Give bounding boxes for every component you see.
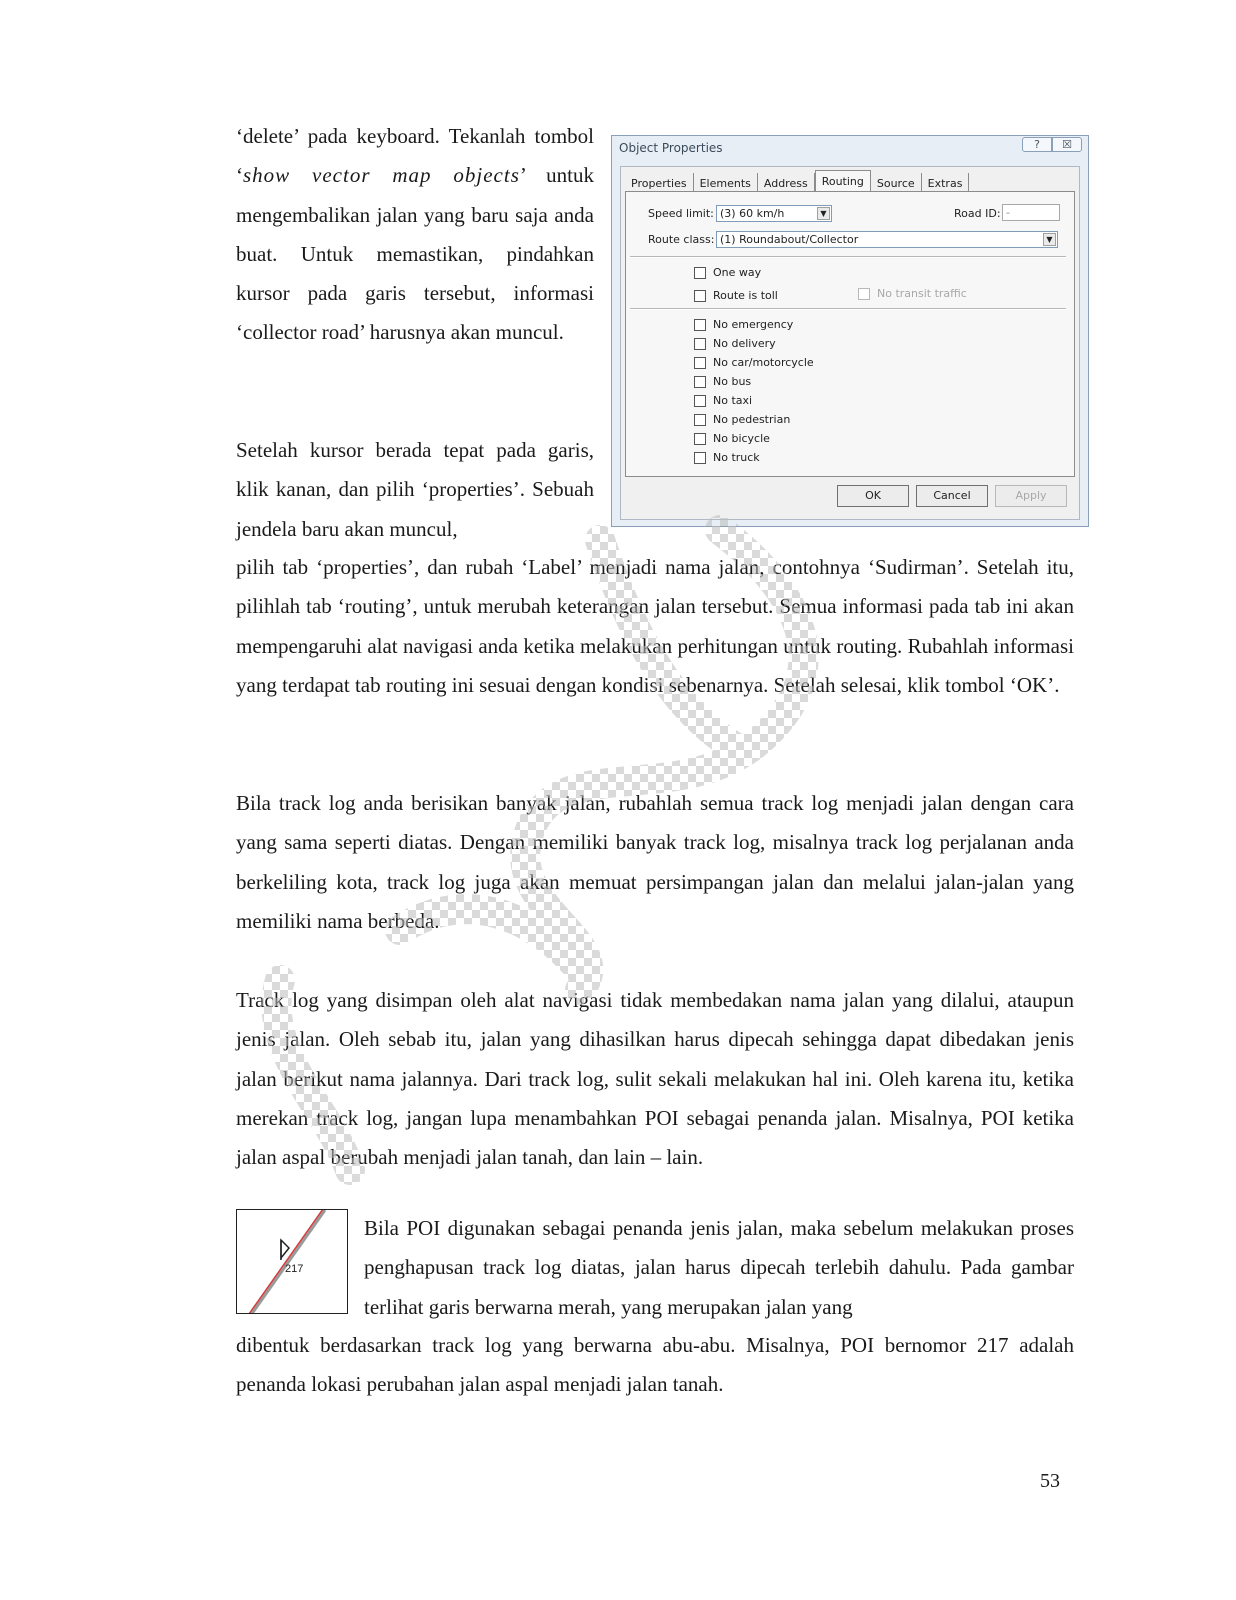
checkbox-box[interactable]	[694, 452, 706, 464]
tab-bar	[625, 169, 969, 191]
speed-limit-value: (3) 60 km/h	[720, 207, 785, 220]
tab-address[interactable]: Address	[758, 173, 815, 194]
tab-elements[interactable]: Elements	[694, 173, 758, 194]
paragraph-poi-marker: Bila POI digunakan sebagai penanda jenis jalan, maka sebelum melakukan proses penghapusan track log diatas, jalan harus dipecah terlebih dahulu. Pada gambar terlihat garis berwarna merah, yang merupakan jalan yang	[364, 1216, 1074, 1319]
speed-limit-label: Speed limit:	[648, 207, 714, 220]
checkbox-label: No emergency	[713, 318, 794, 331]
checkbox-label: One way	[713, 266, 762, 279]
ok-button[interactable]: OK	[837, 485, 909, 507]
poi-road-figure	[236, 1209, 348, 1314]
checkbox-label: No car/motorcycle	[713, 356, 814, 369]
page-number: 53	[1040, 1470, 1060, 1492]
checkbox-box[interactable]	[694, 267, 706, 279]
paragraph-properties-window: Setelah kursor berada tepat pada garis, klik kanan, dan pilih ‘properties’. Sebuah jendela baru akan muncul,	[236, 438, 594, 541]
chevron-down-icon[interactable]: ▼	[817, 207, 830, 220]
object-properties-dialog	[611, 135, 1089, 527]
road-id-label: Road ID:	[954, 207, 1001, 220]
no-transit-checkbox	[858, 287, 967, 300]
checkbox-label: No truck	[713, 451, 760, 464]
cancel-button[interactable]: Cancel	[916, 485, 988, 507]
checkbox-box[interactable]	[694, 376, 706, 388]
paragraph-delete-key	[236, 117, 594, 353]
dialog-body	[620, 166, 1080, 520]
divider	[630, 308, 1066, 310]
tab-source[interactable]: Source	[871, 173, 922, 194]
route-toll-checkbox[interactable]	[694, 289, 778, 302]
checkbox-box[interactable]	[694, 357, 706, 369]
checkbox-box[interactable]	[694, 290, 706, 302]
text-part: ‘delete’ pada keyboard. Tekanlah tombol ‘	[236, 124, 594, 188]
apply-button: Apply	[995, 485, 1067, 507]
no-delivery-checkbox[interactable]	[694, 337, 776, 350]
poi-number-label: 217	[285, 1263, 304, 1275]
checkbox-box[interactable]	[694, 433, 706, 445]
close-button[interactable]: ☒	[1052, 137, 1082, 152]
route-class-value: (1) Roundabout/Collector	[720, 233, 859, 246]
checkbox-box	[858, 288, 870, 300]
no-bus-checkbox[interactable]	[694, 375, 751, 388]
track-log-line	[251, 1210, 325, 1314]
no-taxi-checkbox[interactable]	[694, 394, 752, 407]
road-line	[249, 1210, 323, 1314]
one-way-checkbox[interactable]	[694, 266, 761, 279]
route-class-label: Route class:	[648, 233, 715, 246]
tab-properties[interactable]: Properties	[625, 173, 694, 194]
checkbox-box[interactable]	[694, 338, 706, 350]
checkbox-box[interactable]	[694, 414, 706, 426]
checkbox-box[interactable]	[694, 319, 706, 331]
speed-limit-select[interactable]	[716, 205, 832, 222]
no-truck-checkbox[interactable]	[694, 451, 760, 464]
road-id-field[interactable]: -	[1002, 204, 1060, 221]
paragraph-track-log: Track log yang disimpan oleh alat navigasi tidak membedakan nama jalan yang dilalui, ataupun jenis jalan. Oleh sebab itu, jalan yang dihasilkan harus dipecah sehingga dapat dibedakan jenis jalan berikut nama jalannya. Dari track log, sulit sekali melakukan hal ini. Oleh karena itu, ketika merekan track log, jangan lupa menambahkan POI sebagai penanda jalan. Misalnya, POI ketika jalan aspal berubah menjadi jalan tanah, dan lain – lain.	[236, 988, 1074, 1170]
routing-panel	[625, 191, 1075, 477]
italic-term: show vector map objects	[243, 163, 520, 188]
tab-extras[interactable]: Extras	[922, 173, 970, 194]
checkbox-label: No delivery	[713, 337, 776, 350]
tab-routing[interactable]: Routing	[815, 170, 871, 195]
paragraph-routing-tab: pilih tab ‘properties’, dan rubah ‘Label’ menjadi nama jalan, contohnya ‘Sudirman’. Setelah itu, pilihlah tab ‘routing’, untuk merubah keterangan jalan tersebut. Semua informasi pada tab ini akan mempengaruhi alat navigasi anda ketika melakukan perhitungan untuk routing. Rubahlah informasi yang terdapat tab routing ini sesuai dengan kondisi sebenarnya. Setelah selesai, klik tombol ‘OK’.	[236, 555, 1074, 697]
no-emergency-checkbox[interactable]	[694, 318, 793, 331]
text-part: ’ untuk mengembalikan jalan yang baru saja anda buat. Untuk memastikan, pindahkan kursor pada garis tersebut, informasi ‘collector road’ harusnya akan muncul.	[236, 163, 594, 345]
checkbox-label: No pedestrian	[713, 413, 791, 426]
no-pedestrian-checkbox[interactable]	[694, 413, 790, 426]
no-bicycle-checkbox[interactable]	[694, 432, 770, 445]
dialog-title: Object Properties	[619, 141, 723, 155]
paragraph-poi-217: dibentuk berdasarkan track log yang berwarna abu-abu. Misalnya, POI bernomor 217 adalah penanda lokasi perubahan jalan aspal menjadi jalan tanah.	[236, 1333, 1074, 1397]
checkbox-label: Route is toll	[713, 289, 778, 302]
flag-icon	[281, 1240, 289, 1258]
chevron-down-icon[interactable]: ▼	[1043, 233, 1056, 246]
divider	[630, 256, 1066, 258]
help-button[interactable]: ?	[1022, 137, 1052, 152]
checkbox-box[interactable]	[694, 395, 706, 407]
checkbox-label: No transit traffic	[877, 287, 967, 300]
checkbox-label: No taxi	[713, 394, 753, 407]
no-car-checkbox[interactable]	[694, 356, 814, 369]
road-track-illustration	[237, 1210, 348, 1314]
paragraph-many-roads: Bila track log anda berisikan banyak jalan, rubahlah semua track log menjadi jalan dengan cara yang sama seperti diatas. Dengan memiliki banyak track log, misalnya track log perjalanan anda berkeliling kota, track log juga akan memuat persimpangan jalan dan melalui jalan-jalan yang memiliki nama berbeda.	[236, 791, 1074, 933]
checkbox-label: No bus	[713, 375, 752, 388]
checkbox-label: No bicycle	[713, 432, 770, 445]
route-class-select[interactable]	[716, 231, 1058, 248]
